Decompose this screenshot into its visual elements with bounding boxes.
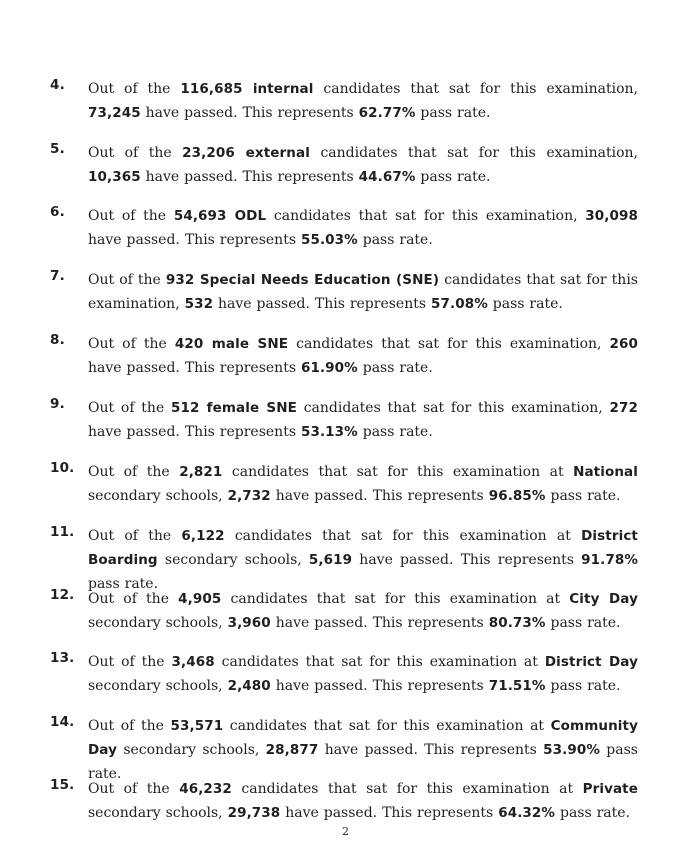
bold-figure: 73,245 xyxy=(88,105,141,121)
text-span: candidates that sat for this examination, xyxy=(266,208,586,224)
item-number: 11. xyxy=(50,524,75,540)
text-span: have passed. This represents xyxy=(213,296,431,312)
list-item xyxy=(50,587,638,635)
text-span: pass rate. xyxy=(88,576,159,592)
item-number: 8. xyxy=(50,332,65,348)
bold-figure: 71.51% xyxy=(488,678,546,694)
bold-figure: 53.90% xyxy=(543,742,600,758)
bold-figure: 53.13% xyxy=(300,424,358,440)
bold-figure: 55.03% xyxy=(300,232,358,248)
text-span: Out of the xyxy=(88,464,180,480)
text-span: have passed. This represents xyxy=(352,552,582,568)
item-text xyxy=(88,524,638,596)
item-text xyxy=(88,204,638,252)
bold-figure: 116,685 internal xyxy=(180,81,314,97)
text-span: candidates that sat for this examination at xyxy=(214,654,545,670)
bold-figure: 272 xyxy=(609,400,638,416)
text-span: Out of the xyxy=(88,81,181,97)
bold-figure: 28,877 xyxy=(265,742,319,758)
text-span: secondary schools, xyxy=(117,742,266,758)
bold-figure: 2,732 xyxy=(227,488,271,504)
text-span: candidates that sat for this examination, xyxy=(288,336,610,352)
bold-figure: 23,206 external xyxy=(182,145,310,161)
text-span: Out of the xyxy=(88,528,182,544)
text-span: candidates that sat for this examination at xyxy=(222,464,574,480)
text-span: have passed. This represents xyxy=(270,615,489,631)
text-span: candidates that sat for this examination at xyxy=(231,781,583,797)
item-text xyxy=(88,587,638,635)
text-span: candidates that sat for this examination, xyxy=(88,272,638,312)
item-number: 15. xyxy=(50,777,75,793)
item-text xyxy=(88,777,638,825)
bold-figure: 4,905 xyxy=(178,591,222,607)
text-span: have passed. This represents xyxy=(88,360,301,376)
item-number: 6. xyxy=(50,204,65,220)
text-span: Out of the xyxy=(88,208,174,224)
bold-figure: 61.90% xyxy=(300,360,358,376)
bold-figure: 53,571 xyxy=(170,718,224,734)
item-text xyxy=(88,396,638,444)
text-span: have passed. This represents xyxy=(140,169,359,185)
text-span: have passed. This represents xyxy=(270,678,489,694)
item-text xyxy=(88,714,638,786)
text-span: pass rate. xyxy=(357,424,433,440)
text-span: secondary schools, xyxy=(88,615,228,631)
item-text xyxy=(88,460,638,508)
item-text xyxy=(88,650,638,698)
bold-figure: 96.85% xyxy=(488,488,546,504)
text-span: pass rate. xyxy=(357,232,433,248)
list-item xyxy=(50,524,638,596)
bold-figure: 64.32% xyxy=(498,805,556,821)
bold-figure: 30,098 xyxy=(585,208,638,224)
bold-figure: District Day xyxy=(544,654,638,670)
text-span: Out of the xyxy=(88,145,183,161)
bold-figure: 80.73% xyxy=(488,615,546,631)
text-span: candidates that sat for this examination, xyxy=(309,145,638,161)
bold-figure: 2,480 xyxy=(227,678,271,694)
item-text xyxy=(88,77,638,125)
text-span: pass rate. xyxy=(545,488,621,504)
text-span: pass rate. xyxy=(545,678,621,694)
text-span: Out of the xyxy=(88,400,172,416)
item-number: 14. xyxy=(50,714,75,730)
bold-figure: 44.67% xyxy=(358,169,416,185)
item-number: 13. xyxy=(50,650,75,666)
item-text xyxy=(88,332,638,380)
list-item xyxy=(50,268,638,316)
text-span: secondary schools, xyxy=(157,552,309,568)
bold-figure: 512 female SNE xyxy=(171,400,297,416)
bold-figure: 3,468 xyxy=(171,654,215,670)
text-span: pass rate. xyxy=(357,360,433,376)
bold-figure: 932 Special Needs Education (SNE) xyxy=(165,272,440,288)
bold-figure: 29,738 xyxy=(227,805,281,821)
item-number: 4. xyxy=(50,77,65,93)
bold-figure: Private xyxy=(582,781,638,797)
text-span: candidates that sat for this examination at xyxy=(224,528,582,544)
text-span: pass rate. xyxy=(487,296,563,312)
text-span: secondary schools, xyxy=(88,805,228,821)
bold-figure: 6,122 xyxy=(181,528,225,544)
bold-figure: 420 male SNE xyxy=(174,336,289,352)
page-number: 2 xyxy=(342,825,349,838)
list-item xyxy=(50,777,638,825)
text-span: Out of the xyxy=(88,336,175,352)
list-item xyxy=(50,396,638,444)
item-number: 10. xyxy=(50,460,75,476)
text-span: Out of the xyxy=(88,272,166,288)
bold-figure: 10,365 xyxy=(88,169,141,185)
bold-figure: 5,619 xyxy=(308,552,353,568)
list-item xyxy=(50,714,638,786)
bold-figure: 532 xyxy=(184,296,214,312)
text-span: secondary schools, xyxy=(88,488,228,504)
text-span: Out of the xyxy=(88,654,172,670)
text-span: candidates that sat for this examination, xyxy=(313,81,638,97)
bold-figure: District Boarding xyxy=(88,528,638,568)
bold-figure: Community Day xyxy=(88,718,638,758)
text-span: pass rate. xyxy=(545,615,621,631)
list-item xyxy=(50,77,638,125)
text-span: Out of the xyxy=(88,591,179,607)
list-item xyxy=(50,460,638,508)
text-span: secondary schools, xyxy=(88,678,228,694)
list-item xyxy=(50,141,638,189)
bold-figure: 57.08% xyxy=(431,296,488,312)
bold-figure: 2,821 xyxy=(179,464,223,480)
bold-figure: 3,960 xyxy=(227,615,271,631)
text-span: pass rate. xyxy=(88,742,638,782)
text-span: have passed. This represents xyxy=(318,742,544,758)
item-number: 5. xyxy=(50,141,65,157)
item-text xyxy=(88,141,638,189)
text-span: have passed. This represents xyxy=(140,105,359,121)
text-span: Out of the xyxy=(88,718,171,734)
item-number: 12. xyxy=(50,587,75,603)
text-span: pass rate. xyxy=(415,169,491,185)
text-span: pass rate. xyxy=(415,105,491,121)
bold-figure: 260 xyxy=(609,336,639,352)
bold-figure: 54,693 ODL xyxy=(173,208,267,224)
text-span: candidates that sat for this examination, xyxy=(296,400,610,416)
text-span: have passed. This represents xyxy=(280,805,499,821)
text-span: Out of the xyxy=(88,781,180,797)
text-span: candidates that sat for this examination at xyxy=(223,718,551,734)
list-item xyxy=(50,204,638,252)
bold-figure: 62.77% xyxy=(358,105,416,121)
list-item xyxy=(50,650,638,698)
bold-figure: City Day xyxy=(569,591,638,607)
text-span: have passed. This represents xyxy=(88,424,301,440)
item-number: 9. xyxy=(50,396,65,412)
bold-figure: 91.78% xyxy=(581,552,638,568)
bold-figure: 46,232 xyxy=(179,781,232,797)
text-span: candidates that sat for this examination at xyxy=(221,591,570,607)
text-span: have passed. This represents xyxy=(88,232,301,248)
item-text xyxy=(88,268,638,316)
text-span: pass rate. xyxy=(555,805,631,821)
list-item xyxy=(50,332,638,380)
bold-figure: National xyxy=(573,464,638,480)
text-span: have passed. This represents xyxy=(270,488,489,504)
item-number: 7. xyxy=(50,268,65,284)
